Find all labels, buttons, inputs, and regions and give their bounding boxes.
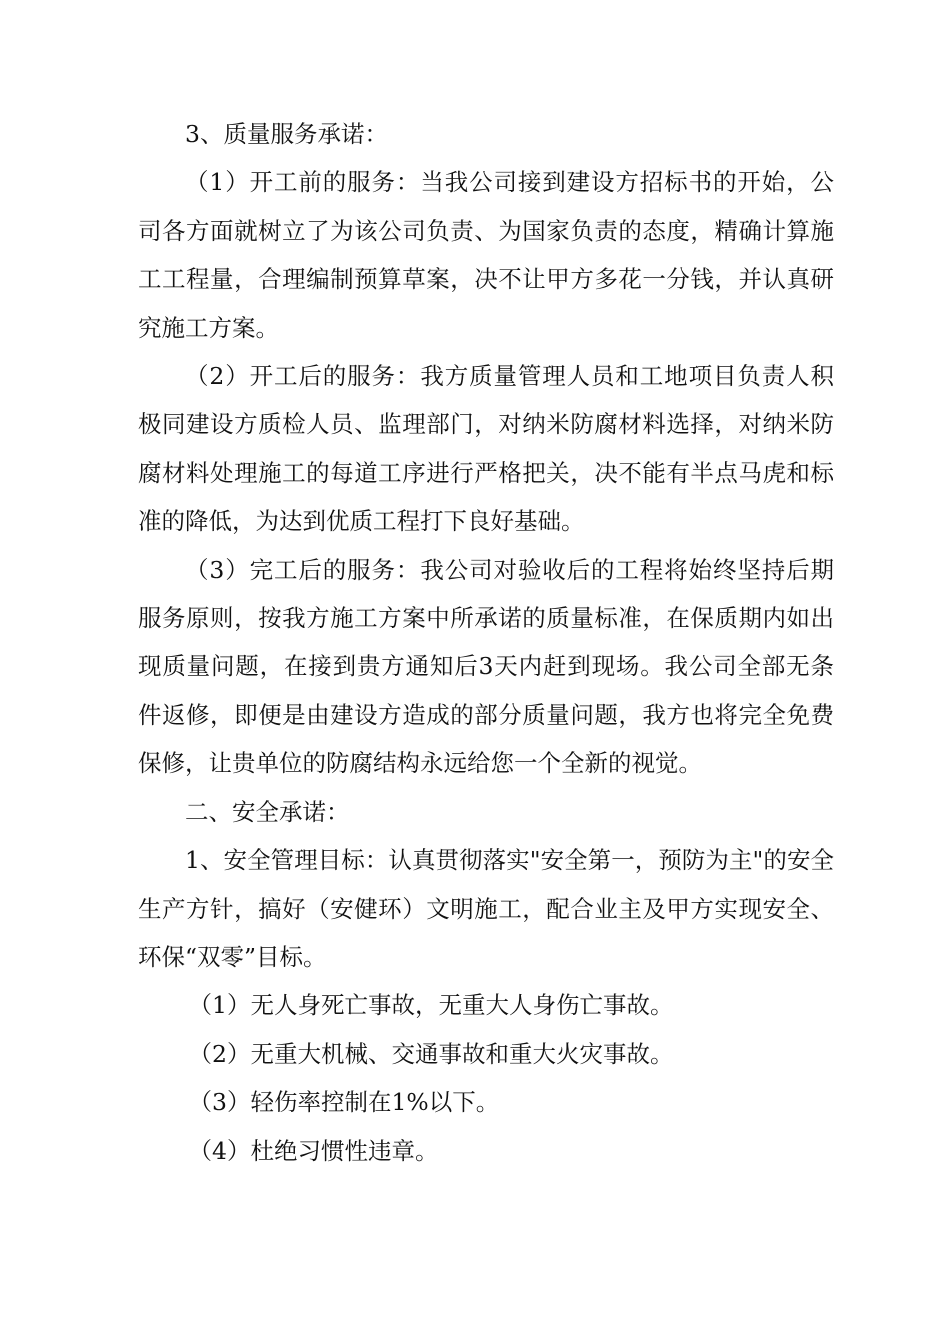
paragraph-pre-construction-service: （1）开工前的服务：当我公司接到建设方招标书的开始，公司各方面就树立了为该公司负责、为国家负责的态度，精确计算施工工程量，合理编制预算草案，决不让甲方多花一分钱，并认真研究施工方案。 bbox=[138, 168, 834, 342]
paragraph-post-construction-service: （3）完工后的服务：我公司对验收后的工程将始终坚持后期服务原则，按我方施工方案中所承诺的质量标准，在保质期内如出现质量问题，在接到贵方通知后3天内赶到现场。我公司全部无条件返修，即便是由建设方造成的部分质量问题，我方也将完全免费保修，让贵单位的防腐结构永远给您一个全新的视觉。 bbox=[138, 555, 834, 778]
heading-quality-service: 3、质量服务承诺： bbox=[185, 120, 388, 148]
paragraph-safety-goal: 1、安全管理目标：认真贯彻落实"安全第一，预防为主"的安全生产方针，搞好（安健环）文明施工，配合业主及甲方实现安全、环保“双零”目标。 bbox=[138, 846, 834, 971]
list-item-target-2: （2）无重大机械、交通事故和重大火灾事故。 bbox=[188, 1039, 674, 1068]
list-item-target-3: （3）轻伤率控制在1%以下。 bbox=[188, 1088, 500, 1117]
paragraph-during-construction-service: （2）开工后的服务：我方质量管理人员和工地项目负责人积极同建设方质检人员、监理部门，对纳米防腐材料选择，对纳米防腐材料处理施工的每道工序进行严格把关，决不能有半点马虎和标准的降低，为达到优质工程打下良好基础。 bbox=[138, 362, 834, 536]
heading-safety-commitment: 二、安全承诺： bbox=[185, 797, 350, 826]
list-item-target-1: （1）无人身死亡事故，无重大人身伤亡事故。 bbox=[188, 991, 674, 1020]
document-body bbox=[138, 110, 834, 1175]
list-item-target-4: （4）杜绝习惯性违章。 bbox=[188, 1136, 439, 1165]
